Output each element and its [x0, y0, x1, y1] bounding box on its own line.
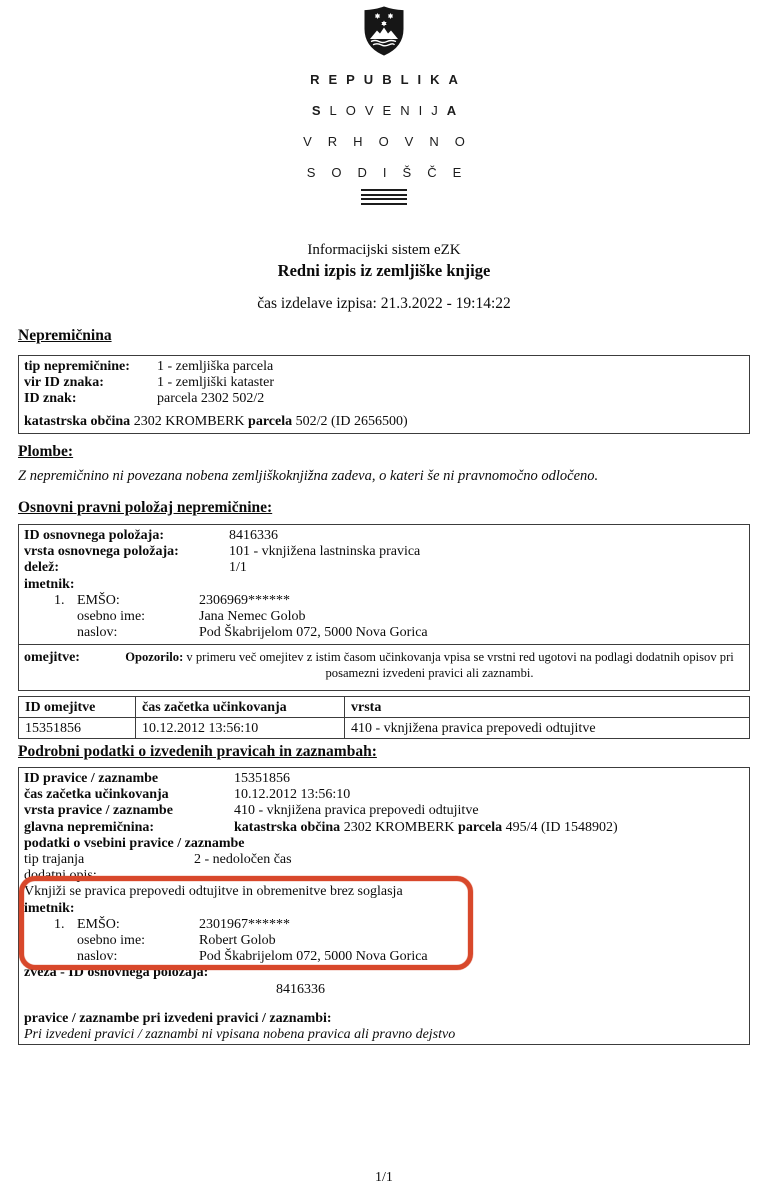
- slovenia-coat-of-arms-icon: [363, 6, 405, 56]
- plombe-note: Z nepremičnino ni povezana nobena zemljiškoknjižna zadeva, o kateri še ni pravnomočno odločeno.: [18, 468, 599, 484]
- generated-timestamp: čas izdelave izpisa: 21.3.2022 - 19:14:22: [257, 295, 511, 312]
- link-id-label: zveza - ID osnovnega položaja:: [24, 965, 209, 981]
- derived-rights-note: Pri izvedeni pravici / zaznambi ni vpisana nobena pravica ali pravno dejstvo: [24, 1027, 456, 1043]
- owner-row: naslov: Pod Škabrijelom 072, 5000 Nova Gorica: [77, 949, 428, 965]
- owner-heading: imetnik:: [24, 576, 75, 592]
- owner-row: osebno ime: Jana Nemec Golob: [77, 609, 306, 625]
- property-row: ID znak: parcela 2302 502/2: [24, 391, 265, 407]
- property-row: tip nepremičnine: 1 - zemljiška parcela: [24, 359, 274, 374]
- owner-row: osebno ime: Robert Golob: [77, 933, 276, 949]
- basic-row: ID osnovnega položaja: 8416336: [24, 528, 278, 543]
- basic-row: vrsta osnovnega položaja: 101 - vknjižena lastninska pravica: [24, 544, 421, 560]
- section-heading-osnovni: Osnovni pravni položaj nepremičnine:: [18, 499, 273, 516]
- table-header-row: ID omejitve čas začetka učinkovanja vrsta: [19, 697, 750, 718]
- property-row: vir ID znaka: 1 - zemljiški kataster: [24, 375, 275, 391]
- table-row: 15351856 10.12.2012 13:56:10 410 - vknjižena pravica prepovedi odtujitve: [19, 718, 750, 739]
- restrictions-table: [18, 696, 750, 739]
- logo-text-republika: REPUBLIKA: [310, 72, 467, 87]
- parcel-summary: katastrska občina 2302 KROMBERK parcela 502/2 (ID 2656500): [24, 413, 408, 429]
- restrictions-row: omejitve: Opozorilo: v primeru več omejitev z istim časom učinkovanja vpisa se vrstni red ugotovi na podlagi dodatnih opisov pri posamezni izvedeni pravici ali zaznambi.: [19, 644, 749, 687]
- page-number: 1/1: [375, 1170, 393, 1185]
- logo-text-sodisce: SODIŠČE: [306, 165, 478, 180]
- additional-desc-label: dodatni opis:: [24, 868, 97, 884]
- basic-row: delež: 1/1: [24, 560, 247, 576]
- logo-bars-icon: [361, 189, 407, 205]
- owner-row: naslov: Pod Škabrijelom 072, 5000 Nova Gorica: [77, 625, 428, 641]
- warning-text: Opozorilo: v primeru več omejitev z istim časom učinkovanja vpisa se vrstni red ugotovi na podlagi dodatnih opisov pri posamezni izvedeni pravici ali zaznambi.: [125, 650, 734, 680]
- logo-text-vrhovno: VRHOVNO: [303, 134, 481, 149]
- system-name: Informacijski sistem eZK: [307, 242, 461, 258]
- section-heading-podrobni: Podrobni podatki o izvedenih pravicah in zaznambah:: [18, 743, 377, 760]
- detail-row: ID pravice / zaznambe 15351856: [24, 771, 290, 786]
- owner-row: 1. EMŠO: 2306969******: [54, 592, 290, 608]
- main-property-value: katastrska občina 2302 KROMBERK parcela 495/4 (ID 1548902): [234, 819, 618, 835]
- section-heading-plombe: Plombe:: [18, 443, 74, 460]
- podrobni-box: [18, 767, 750, 1045]
- court-logo: [0, 6, 768, 207]
- content-subheading: podatki o vsebini pravice / zaznambe: [24, 835, 245, 851]
- owner-row: 1. EMŠO: 2301967******: [54, 916, 290, 932]
- link-id-value: 8416336: [276, 981, 325, 997]
- nepremicnina-box: [18, 355, 750, 434]
- detail-row: vrsta pravice / zaznambe 410 - vknjižena pravica prepovedi odtujitve: [24, 803, 479, 819]
- logo-text-slovenija: SLOVENIJA: [311, 103, 466, 118]
- document-title-block: [0, 242, 768, 313]
- duration-row: tip trajanja 2 - nedoločen čas: [24, 852, 292, 868]
- section-heading-nepremicnina: Nepremičnina: [18, 327, 112, 344]
- report-title: Redni izpis iz zemljiške knjige: [277, 261, 491, 280]
- owner-heading: imetnik:: [24, 900, 75, 916]
- osnovni-box: [18, 524, 750, 691]
- main-property-row: glavna nepremičnina: katastrska občina 2302 KROMBERK parcela 495/4 (ID 1548902): [24, 820, 744, 836]
- derived-rights-heading: pravice / zaznambe pri izvedeni pravici / zaznambi:: [24, 1010, 332, 1026]
- detail-row: čas začetka učinkovanja 10.12.2012 13:56:10: [24, 787, 351, 803]
- additional-desc-value: Vknjiži se pravica prepovedi odtujitve in obremenitve brez soglasja: [24, 884, 403, 900]
